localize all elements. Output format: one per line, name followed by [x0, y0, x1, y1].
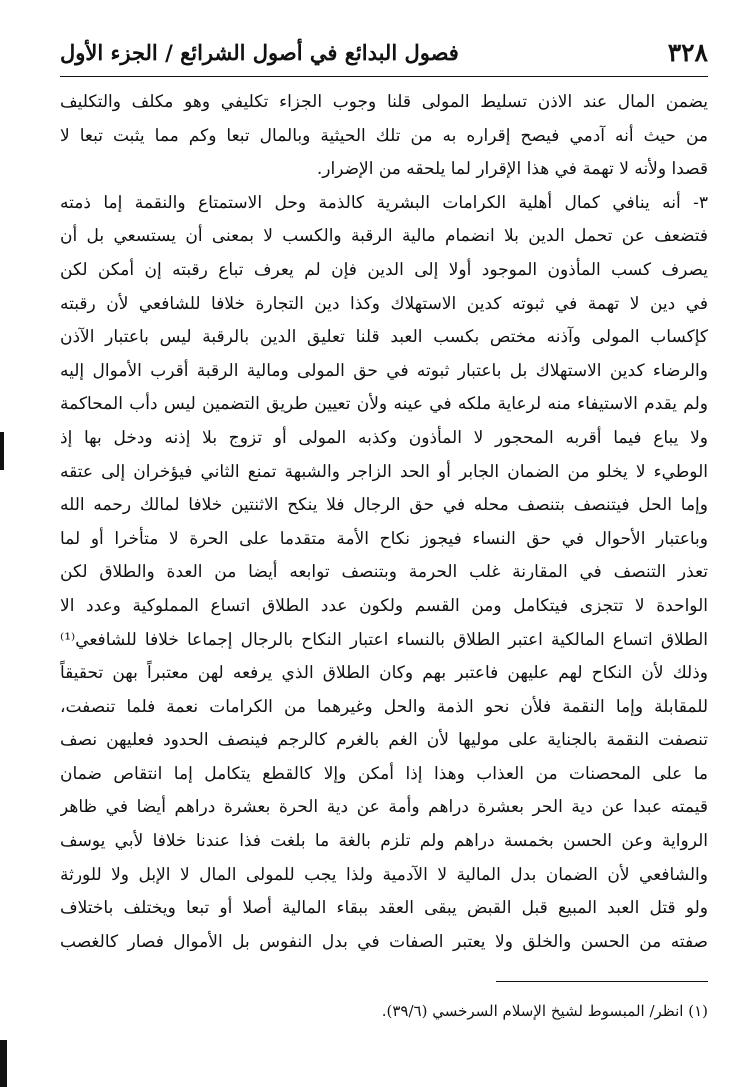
text-line: الواحدة لا تتجزى فيتكامل ومن القسم ولكون عدد الطلاق اتساع المملوكية وعدد الا [60, 595, 708, 616]
text-line: وباعتبار الأحوال في حق النساء فيجوز نكاح الأمة متقدما على الحرة لا متأخرا أو لما [60, 528, 708, 549]
text-line: والشافعي لأن الضمان بدل المالية لا الآدمية ولذا يجب للمولى المال لا الإبل ولا للورثة [60, 864, 708, 885]
text-line: يضمن المال عند الاذن تسليط المولى قلنا وجوب الجزاء تكليفي وهو مكلف والتكليف [60, 92, 708, 112]
text-line: صفته من الحسن والخلق ولا يعتبر الصفات في بدل النفوس بل الأموال فصار كالغصب [60, 931, 708, 952]
page-number: ٣٢٨ [667, 37, 708, 67]
text-line: قصدا ولأنه لا تهمة في هذا الإقرار لما يلحقه من الإضرار. [316, 159, 708, 180]
text-line: من حيث أنه آدمي فيصح إقراره به من تلك الحيثية وبالمال تبعا وكم مما يثبت تبعا لا [60, 125, 708, 146]
text-line: يصرف كسب المأذون الموجود أولا إلى الدين فإن لم يعرف تباع رقبته إن أمكن لكن [60, 259, 708, 280]
footnote-rule [496, 981, 708, 982]
footnote: (١) انظر/ المبسوط لشيخ الإسلام السرخسي (٣٩/٦). [381, 1002, 708, 1020]
text-line: والرضاء كدين الاستهلاك بل باعتبار ثبوته في حق المولى ومالية الرقبة أقرب الأموال إليه [60, 360, 708, 381]
text-line: في دين لا تهمة في ثبوته كدين الاستهلاك وكذا دين التجارة خلافا للشافعي لأن رقبته [60, 293, 708, 314]
text-line: قيمته عبدا عن دية الحر بعشرة دراهم وأمة عن دية الحرة بعشرة دراهم أيضا في ظاهر [60, 797, 708, 818]
text-line: وذلك لأن النكاح لهم عليهن فاعتبر بهم وكان الطلاق الذي يرفعه لهن معتبراً بهن تحقيقاً [60, 663, 708, 684]
text-line: للمقابلة وإما النقمة فلأن نحو الذمة والحل وغيرهما من الكرامات نعمة فلما تنصفت، [60, 696, 708, 717]
page-header [60, 30, 708, 74]
text-line: وإما الحل فيتنصف بتنصف محله في حق الرجال فلا ينكح الاثنتين خلافا لمالك رحمه الله [60, 495, 708, 516]
text-line: تعذر التنصف في المقارنة غلب الحرمة وبتنصف توابعه أيضا من العدة والطلاق لكن [60, 562, 708, 583]
text-line-with-footnote-ref: الطلاق اتساع المالكية اعتبر الطلاق بالنساء اعتبار النكاح بالرجال إجماعا خلافا للشافعي⁽¹⁾ [60, 629, 708, 650]
scan-edge-mark [0, 432, 4, 470]
text-line: ولم يقدم الاستيفاء منه لرعاية ملكه في عينه ولأن تعيين طريق التضمين ليس دأب المحاكمة [60, 394, 708, 415]
text-line: فتضعف عن تحمل الدين بلا انضمام مالية الرقبة والكسب لا بمعنى أن يستسعي بل أن [60, 226, 708, 247]
text-line: كإكساب المولى وآذنه مختص بكسب العبد قلنا تعليق الدين بالرقبة ليس باعتبار الآذن [60, 327, 708, 348]
text-line: ولو قتل العبد المبيع قبل القبض يبقى العقد ببقاء المالية أصلا أو تبعا ويختلف باختلاف [60, 898, 708, 919]
text-line: ما على المحصنات من العذاب وهذا إذا أمكن وإلا كالقطع يتكامل إما انتقاص ضمان [60, 763, 708, 784]
running-title: فصول البدائع في أصول الشرائع / الجزء الأول [60, 39, 459, 65]
body-text [60, 86, 708, 959]
text-line: تنصفت النقمة بالجناية على موليها لأن الغم بالغرم كالرجم فينصف الحدود فعليهن نصف [60, 730, 708, 751]
text-line: ولا يباع فيما أقربه المحجور لا المأذون وكذبه المولى أو تزوج بلا إذنه ودخل بها إذ [60, 427, 708, 448]
text-line: الرواية وعن الحسن بخمسة دراهم ولم تلزم بالغة ما بلغت فذا عندنا خلافا لأبي يوسف [60, 831, 708, 852]
text-line: الوطيء لا يخلو من الضمان الجابر أو الحد الزاجر والشبهة تمنع الثاني فيؤخران إلى عتقه [60, 461, 708, 482]
scan-edge-mark [0, 1040, 7, 1087]
text-line: ٣- أنه ينافي كمال أهلية الكرامات البشرية كالذمة وحل الاستمتاع والنقمة إما ذمته [60, 192, 708, 213]
header-rule [60, 76, 708, 77]
